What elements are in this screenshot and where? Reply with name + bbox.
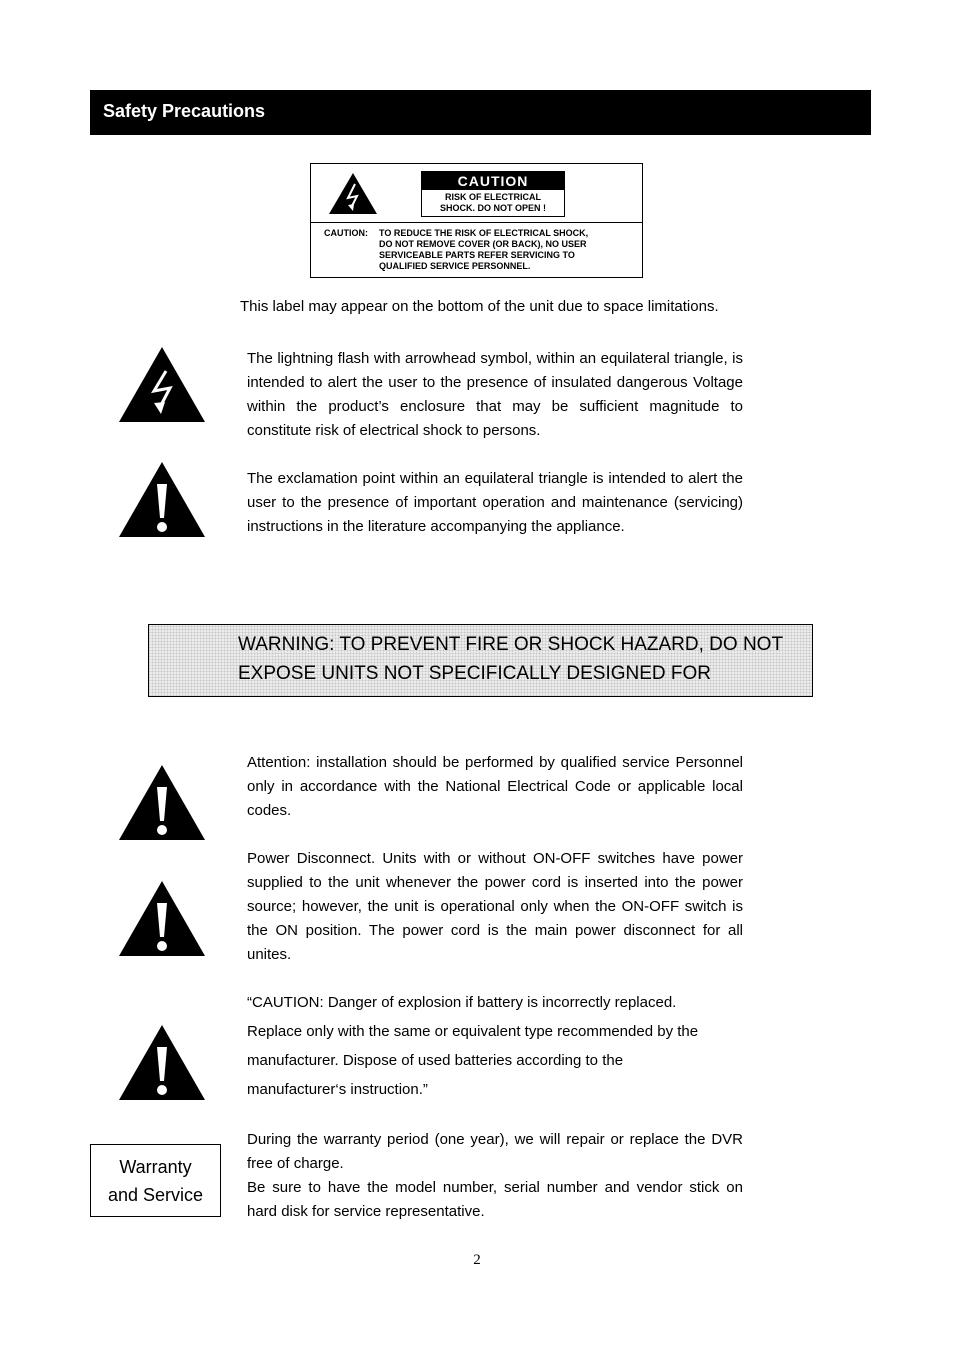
exclamation-symbol-text: The exclamation point within an equilateral triangle is intended to alert the user to the presence of important operation and maintenance (servicing) instructions in the literature accompanying the appliance.: [247, 470, 743, 535]
battery-line-4: manufacturer‘s instruction.”: [247, 1081, 428, 1098]
warranty-text-line-1: During the warranty period (one year), we will repair or replace the DVR free of charge.: [247, 1131, 743, 1172]
battery-line-2: Replace only with the same or equivalent type recommended by the: [247, 1023, 699, 1040]
warranty-label-line-2: and Service: [107, 1185, 204, 1205]
caution-sub-line-1: RISK OF ELECTRICAL: [445, 192, 541, 202]
lightning-triangle-icon: [117, 345, 207, 424]
caution-sub-line-2: SHOCK. DO NOT OPEN !: [439, 203, 546, 213]
exclamation-triangle-icon: [117, 763, 207, 842]
label-note: This label may appear on the bottom of the unit due to space limitations.: [240, 298, 719, 315]
battery-line-1: “CAUTION: Danger of explosion if battery is incorrectly replaced.: [247, 994, 677, 1011]
caution-label: [310, 163, 643, 278]
battery-line-3: manufacturer. Dispose of used batteries according to the: [247, 1052, 624, 1069]
caution-heading: CAUTION: [422, 172, 564, 190]
page-number: 2: [473, 1252, 481, 1268]
battery-caution-text: [247, 988, 767, 1104]
exclamation-triangle-icon: [117, 879, 207, 958]
warranty-text: [247, 1128, 743, 1224]
lightning-symbol-text: The lightning flash with arrowhead symbol, within an equilateral triangle, is intended to alert the user to the presence of insulated dangerous Voltage within the product’s enclosure that may be sufficient magnitude to constitute risk of electrical shock to persons.: [247, 350, 743, 439]
caution-notice-lead: CAUTION:: [324, 228, 368, 238]
power-disconnect-text: Power Disconnect. Units with or without ON-OFF switches have power supplied to the unit whenever the power cord is inserted into the power source; however, the unit is operational only when the ON-OFF switch is the ON position. The power cord is the main power disconnect for all unites.: [247, 850, 743, 963]
lightning-warning-icon: [328, 172, 378, 215]
warranty-text-line-2: Be sure to have the model number, serial number and vendor stick on hard disk for service representative.: [247, 1179, 743, 1220]
exclamation-triangle-icon: [117, 460, 207, 539]
caution-body-line-3: SERVICEABLE PARTS REFER SERVICING TO: [379, 250, 575, 260]
section-header: [90, 90, 871, 135]
caution-body-line-1: TO REDUCE THE RISK OF ELECTRICAL SHOCK,: [379, 228, 589, 238]
warranty-label-box: [90, 1144, 221, 1217]
warning-line-1: WARNING: TO PREVENT FIRE OR SHOCK HAZARD, DO NOT: [238, 634, 784, 655]
warranty-label-line-1: Warranty: [119, 1157, 192, 1177]
warning-line-2: EXPOSE UNITS NOT SPECIFICALLY DESIGNED FOR: [238, 663, 711, 684]
exclamation-triangle-icon: [117, 1023, 207, 1102]
warning-box: [148, 624, 813, 697]
caution-box: [421, 171, 565, 217]
section-title: Safety Precautions: [103, 101, 266, 121]
caution-notice-body: [379, 228, 639, 272]
attention-text: Attention: installation should be performed by qualified service Personnel only in accordance with the National Electrical Code or applicable local codes.: [247, 754, 743, 819]
caution-body-line-2: DO NOT REMOVE COVER (OR BACK), NO USER: [379, 239, 587, 249]
caution-label-top: [311, 164, 642, 223]
caution-body-line-4: QUALIFIED SERVICE PERSONNEL.: [379, 261, 531, 271]
